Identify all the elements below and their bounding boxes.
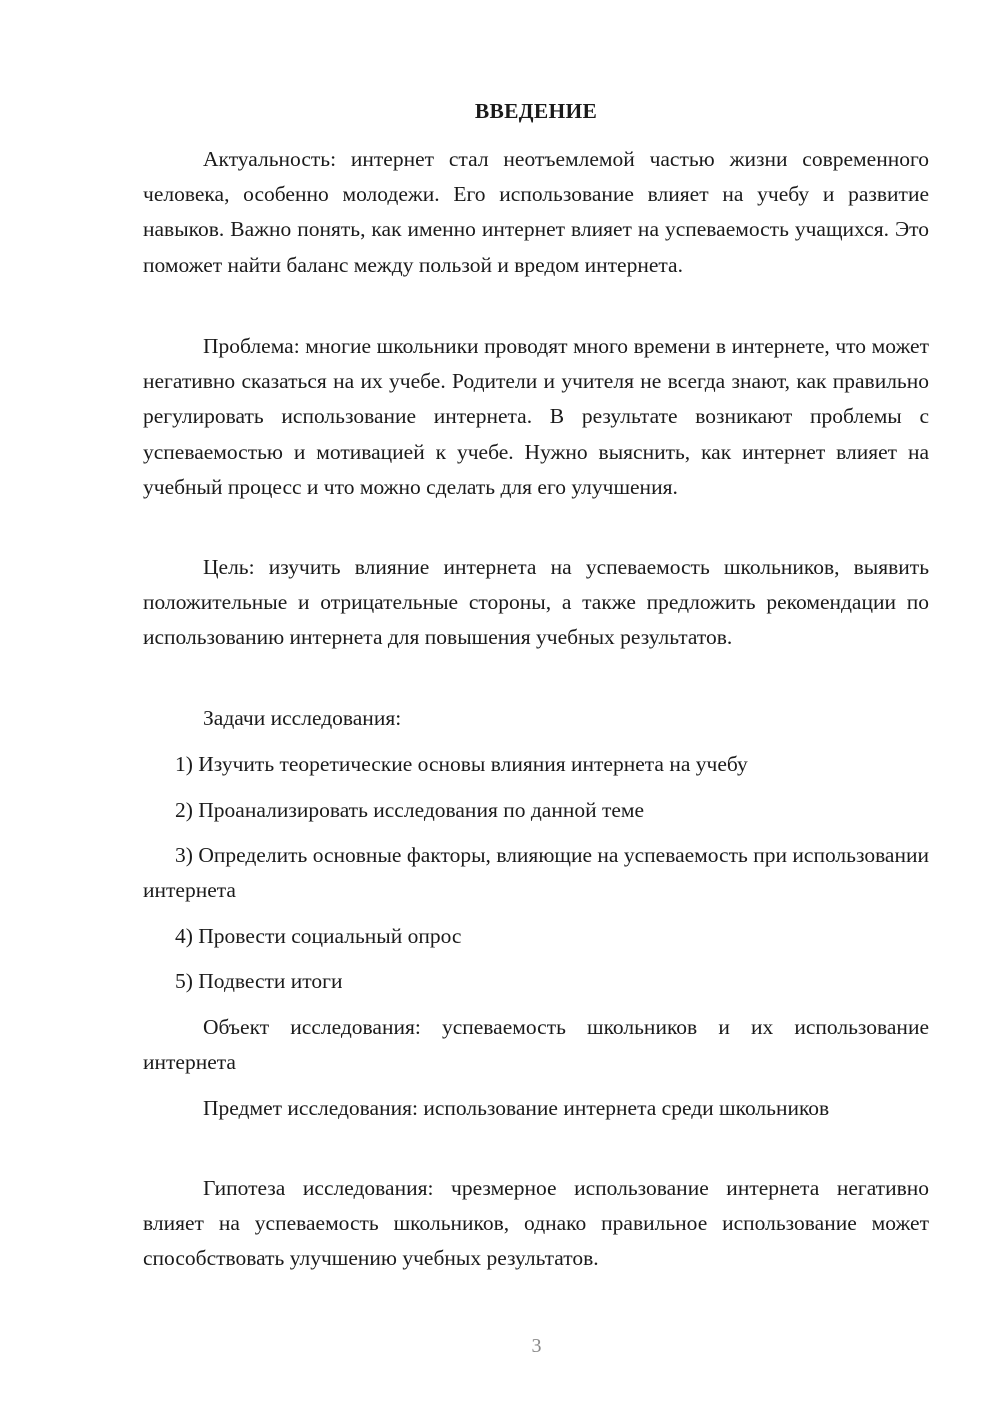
task-item-4: 4) Провести социальный опрос — [175, 924, 462, 948]
section-title: ВВЕДЕНИЕ — [474, 99, 598, 123]
page-number: 3 — [531, 1335, 542, 1357]
task-item-5: 5) Подвести итоги — [175, 969, 343, 993]
task-item-2: 2) Проанализировать исследования по данной теме — [175, 798, 645, 822]
task-item-1: 1) Изучить теоретические основы влияния интернета на учебу — [175, 752, 748, 776]
object-paragraph: Объект исследования: успеваемость школьников и их использование интернета — [143, 1015, 929, 1075]
tasks-heading: Задачи исследования: — [203, 706, 402, 730]
task-item-3: 3) Определить основные факторы, влияющие на успеваемость при использовании интернета — [143, 843, 929, 903]
hypothesis-paragraph: Гипотеза исследования: чрезмерное использование интернета негативно влияет на успеваемость школьников, однако правильное использование может способствовать улучшению учебных результатов. — [143, 1176, 929, 1271]
goal-paragraph: Цель: изучить влияние интернета на успеваемость школьников, выявить положительные и отрицательные стороны, а также предложить рекомендации по использованию интернета для повышения учебных результатов. — [143, 555, 929, 650]
relevance-paragraph: Актуальность: интернет стал неотъемлемой частью жизни современного человека, особенно молодежи. Его использование влияет на учебу и развитие навыков. Важно понять, как именно интернет влияет на успеваемость учащихся. Это поможет найти баланс между пользой и вредом интернета. — [143, 147, 929, 277]
problem-paragraph: Проблема: многие школьники проводят много времени в интернете, что может негативно сказаться на их учебе. Родители и учителя не всегда знают, как правильно регулировать использование интернета. В результате возникают проблемы с успеваемостью и мотивацией к учебе. Нужно выяснить, как интернет влияет на учебный процесс и что можно сделать для его улучшения. — [143, 334, 929, 499]
subject-paragraph: Предмет исследования: использование интернета среди школьников — [203, 1096, 830, 1120]
